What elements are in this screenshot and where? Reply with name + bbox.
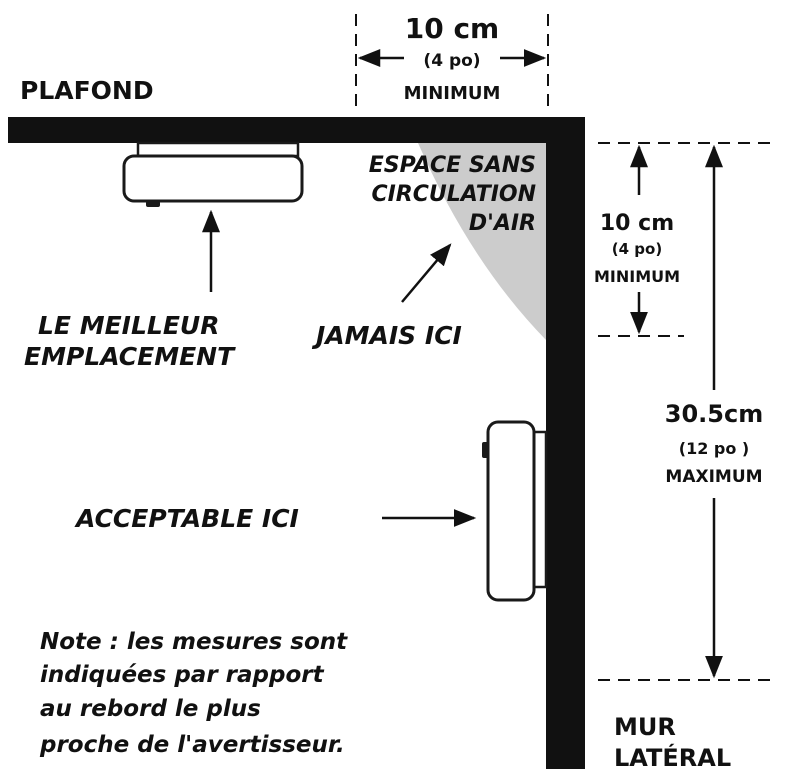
note-line4: proche de l'avertisseur. — [40, 732, 345, 758]
top-dim-value: 10 cm — [404, 12, 500, 45]
wall-smoke-detector — [482, 422, 546, 600]
best-location-line2: EMPLACEMENT — [24, 342, 235, 371]
ceiling-label: PLAFOND — [20, 76, 154, 105]
side-dimensions — [594, 143, 775, 680]
never-here-arrow — [402, 245, 450, 302]
dead-air-line3: D'AIR — [468, 211, 536, 236]
note-line3: au rebord le plus — [40, 696, 261, 722]
ceiling-smoke-detector — [124, 143, 302, 207]
side-min-sub: (4 po) — [611, 240, 663, 258]
dead-air-line2: CIRCULATION — [371, 182, 536, 207]
ceiling-bar — [8, 117, 585, 143]
side-min-note: MINIMUM — [593, 267, 681, 286]
note-line1: Note : les mesures sont — [40, 629, 348, 655]
top-dim-sub: (4 po) — [423, 51, 481, 71]
never-here-label: JAMAIS ICI — [316, 321, 462, 350]
measurement-note — [39, 629, 348, 758]
best-location-line1: LE MEILLEUR — [38, 311, 220, 340]
side-max-sub: (12 po ) — [678, 439, 750, 458]
side-wall-bar — [546, 117, 585, 769]
dead-air-label — [369, 153, 536, 236]
note-line2: indiquées par rapport — [40, 662, 324, 688]
top-dimension — [356, 12, 548, 108]
top-dim-note: MINIMUM — [403, 83, 501, 104]
dead-air-line1: ESPACE SANS — [368, 153, 536, 178]
side-max-value: 30.5cm — [664, 400, 764, 428]
side-min-value: 10 cm — [599, 211, 675, 236]
side-wall-label-line2: LATÉRAL — [614, 744, 732, 772]
side-wall-label-line1: MUR — [614, 713, 676, 741]
acceptable-here-label: ACCEPTABLE ICI — [76, 504, 299, 533]
side-max-note: MAXIMUM — [665, 467, 763, 487]
